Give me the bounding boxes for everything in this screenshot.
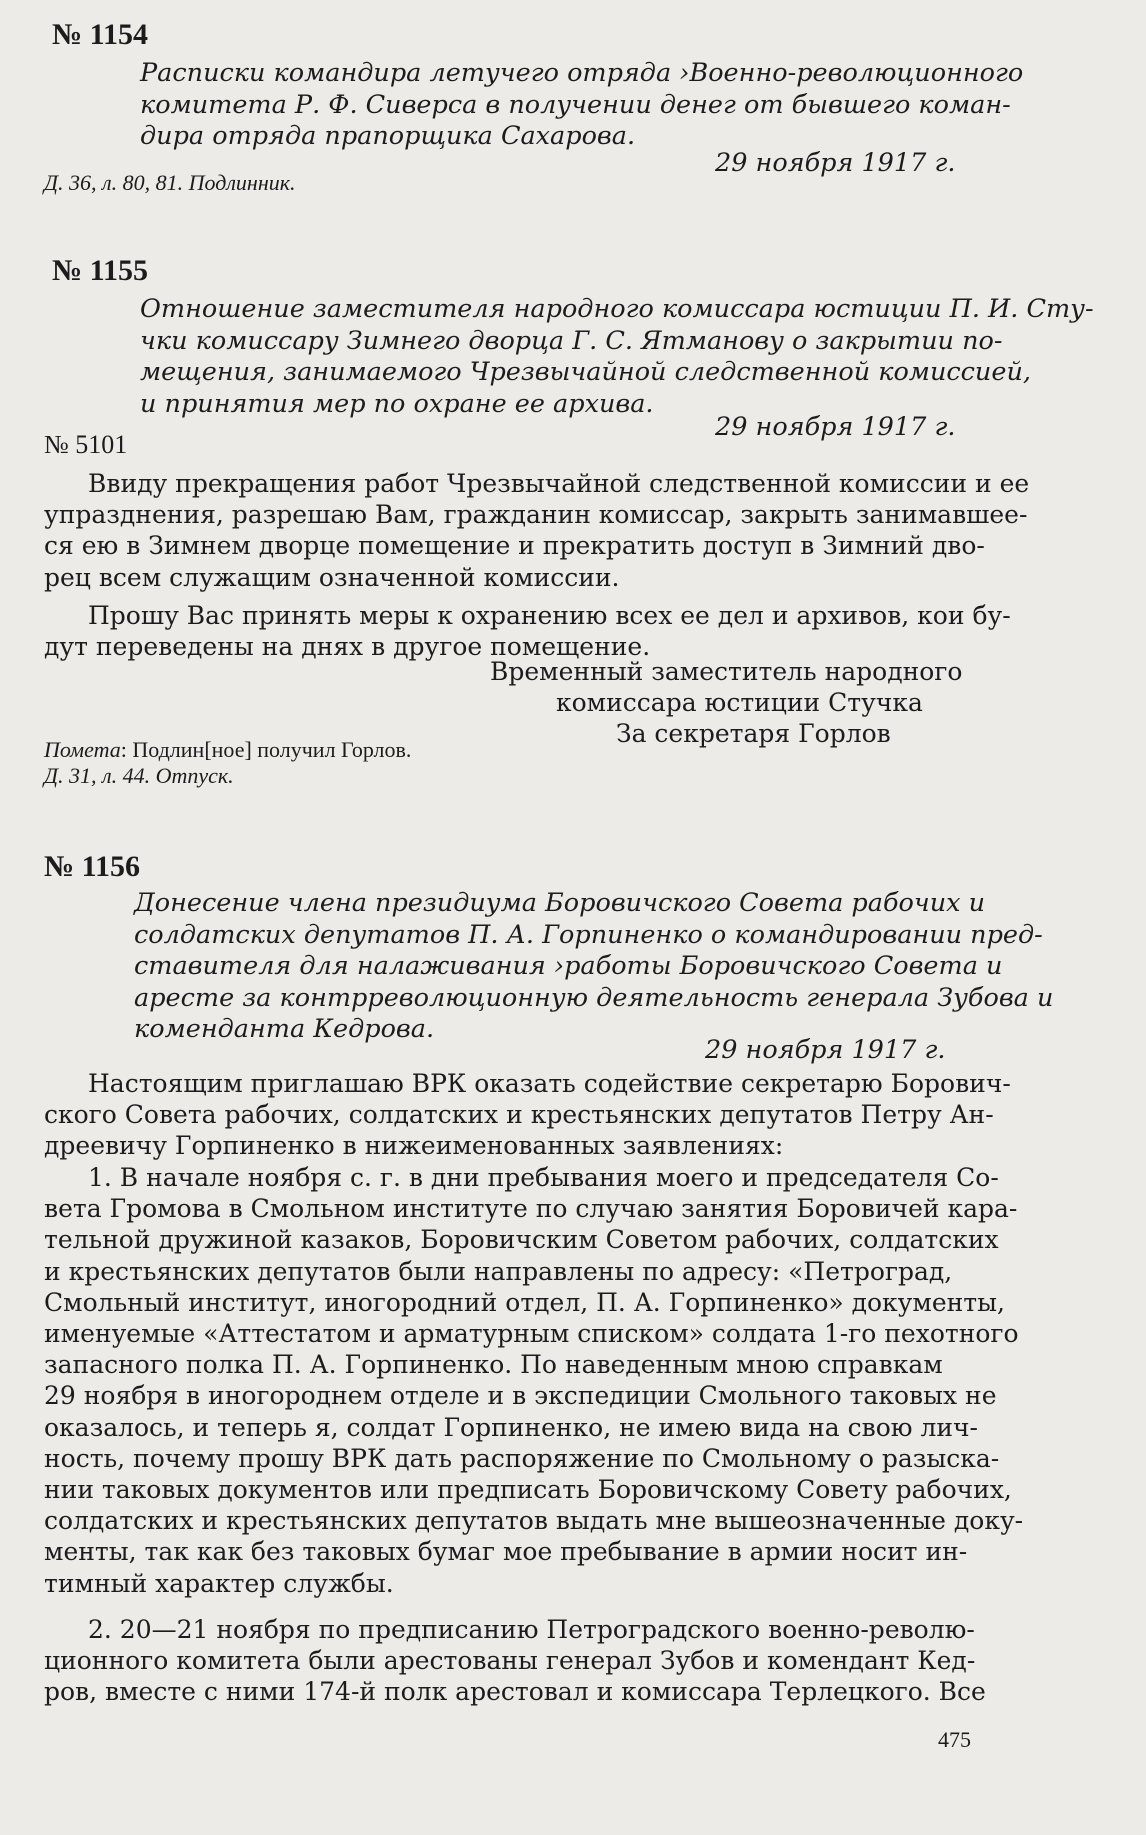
paragraph-line: тимный характер службы. bbox=[44, 1568, 394, 1598]
paragraph-line: именуемые «Аттестатом и арматурным списком» солдата 1-го пехотного bbox=[44, 1319, 1019, 1349]
paragraph-line: 2. 20—21 ноября по предписанию Петроградского военно-револю- bbox=[88, 1615, 975, 1644]
doc-1156-date: 29 ноября 1917 г. bbox=[705, 1035, 946, 1065]
paragraph-line: дреевичу Горпиненко в нижеименованных заявлениях: bbox=[44, 1131, 784, 1161]
paragraph-line: ского Совета рабочих, солдатских и крестьянских депутатов Петру Ан- bbox=[44, 1100, 994, 1130]
paragraph-line: тельной дружиной казаков, Боровичским Советом рабочих, солдатских bbox=[44, 1225, 999, 1255]
paragraph-line: ционного комитета были арестованы генерал Зубов и комендант Кед- bbox=[44, 1646, 976, 1676]
doc-1155-title-line: чки комиссару Зимнего дворца Г. С. Ятманову о закрытии по- bbox=[140, 325, 1003, 356]
paragraph-line: рец всем служащим означенной комиссии. bbox=[44, 562, 620, 592]
doc-1156-intro bbox=[44, 1068, 1011, 1162]
doc-1155-archive-ref: Д. 31, л. 44. Отпуск. bbox=[44, 763, 234, 788]
paragraph-line: ров, вместе с ними 174-й полк арестовал и комиссара Терлецкого. Все bbox=[44, 1677, 986, 1707]
doc-1154-archive-ref: Д. 36, л. 80, 81. Подлинник. bbox=[44, 170, 296, 195]
doc-1155-signature bbox=[490, 656, 963, 750]
signature-line: комиссара юстиции Стучка bbox=[556, 688, 923, 718]
page-number: 475 bbox=[938, 1727, 971, 1752]
doc-1156-title bbox=[134, 888, 1054, 1046]
doc-1156-title-line: коменданта Кедрова. bbox=[134, 1014, 435, 1044]
paragraph-line: солдатских и крестьянских депутатов выдать мне вышеозначенные доку- bbox=[44, 1506, 1024, 1536]
paragraph-line: дут переведены на днях в другое помещение. bbox=[44, 632, 651, 662]
paragraph-line: запасного полка П. А. Горпиненко. По наведенным мною справкам bbox=[44, 1350, 943, 1380]
doc-1155-date: 29 ноября 1917 г. bbox=[715, 412, 956, 442]
doc-1155-title-line: мещения, занимаемого Чрезвычайной следственной комиссией, bbox=[140, 357, 1031, 387]
paragraph-line: ность, почему прошу ВРК дать распоряжение по Смольному о разыска- bbox=[44, 1443, 1000, 1473]
doc-1154-title-line: дира отряда прапорщика Сахарова. bbox=[140, 121, 636, 151]
doc-1155-note bbox=[44, 737, 411, 763]
doc-1156-title-line: Донесение члена президиума Боровичского Совета рабочих и bbox=[134, 888, 986, 918]
paragraph-line: Ввиду прекращения работ Чрезвычайной следственной комиссии и ее bbox=[88, 469, 1030, 498]
doc-1156-title-line: солдатских депутатов П. А. Горпиненко о командировании пред- bbox=[134, 919, 1043, 950]
doc-1155-outgoing-number: № 5101 bbox=[44, 430, 128, 459]
paragraph-line: оказалось, и теперь я, солдат Горпиненко, не имею вида на свою лич- bbox=[44, 1412, 978, 1442]
doc-1155-title-line: Отношение заместителя народного комиссара юстиции П. И. Сту- bbox=[140, 294, 1094, 324]
doc-1154-title-line: комитета Р. Ф. Сиверса в получении денег от бывшего коман- bbox=[140, 89, 1011, 120]
paragraph-line: ся ею в Зимнем дворце помещение и прекратить доступ в Зимний дво- bbox=[44, 531, 985, 561]
paragraph-line: и крестьянских депутатов были направлены по адресу: «Петроград, bbox=[44, 1256, 953, 1286]
note-text: : Подлин[ное] получил Горлов. bbox=[120, 737, 412, 762]
doc-1154-number: № 1154 bbox=[52, 18, 148, 51]
doc-1155-paragraph-2 bbox=[44, 600, 1011, 662]
signature-line: Временный заместитель народного bbox=[490, 657, 963, 686]
paragraph-line: вета Громова в Смольном институте по случаю занятия Боровичей кара- bbox=[44, 1194, 1018, 1224]
doc-1155-paragraph-1 bbox=[44, 468, 1030, 593]
paragraph-line: Настоящим приглашаю ВРК оказать содействие секретарю Борович- bbox=[88, 1069, 1011, 1098]
doc-1154-date: 29 ноября 1917 г. bbox=[715, 148, 956, 178]
doc-1155-number: № 1155 bbox=[52, 254, 148, 287]
paragraph-line: Смольный институт, иногородний отдел, П. А. Горпиненко» документы, bbox=[44, 1287, 1005, 1317]
paragraph-line: 1. В начале ноября с. г. в дни пребывания моего и председателя Со- bbox=[88, 1163, 999, 1192]
paragraph-line: Прошу Вас принять меры к охранению всех ее дел и архивов, кои бу- bbox=[88, 601, 1011, 630]
doc-1156-title-line: аресте за контрреволюционную деятельность генерала Зубова и bbox=[134, 982, 1054, 1013]
doc-1154-title-line: Расписки командира летучего отряда ›Военно-революционного bbox=[140, 58, 1024, 88]
doc-1156-title-line: ставителя для налаживания ›работы Боровичского Совета и bbox=[134, 951, 1003, 981]
paragraph-line: упразднения, разрешаю Вам, гражданин комиссар, закрыть занимавшее- bbox=[44, 500, 1028, 530]
doc-1155-title-line: и принятия мер по охране ее архива. bbox=[140, 388, 654, 419]
doc-1156-item-1 bbox=[44, 1162, 1024, 1599]
signature-line: За секретаря Горлов bbox=[616, 719, 891, 749]
paragraph-line: менты, так как без таковых бумаг мое пребывание в армии носит ин- bbox=[44, 1537, 968, 1567]
note-label: Помета bbox=[44, 737, 121, 762]
doc-1155-title bbox=[140, 294, 1094, 420]
paragraph-line: 29 ноября в иногороднем отделе и в экспедиции Смольного таковых не bbox=[44, 1381, 997, 1411]
doc-1156-item-2 bbox=[44, 1614, 1004, 1708]
doc-1156-number: № 1156 bbox=[44, 850, 140, 883]
paragraph-line: нии таковых документов или предписать Боровичскому Совету рабочих, bbox=[44, 1475, 1012, 1505]
doc-1154-title bbox=[140, 58, 1024, 153]
